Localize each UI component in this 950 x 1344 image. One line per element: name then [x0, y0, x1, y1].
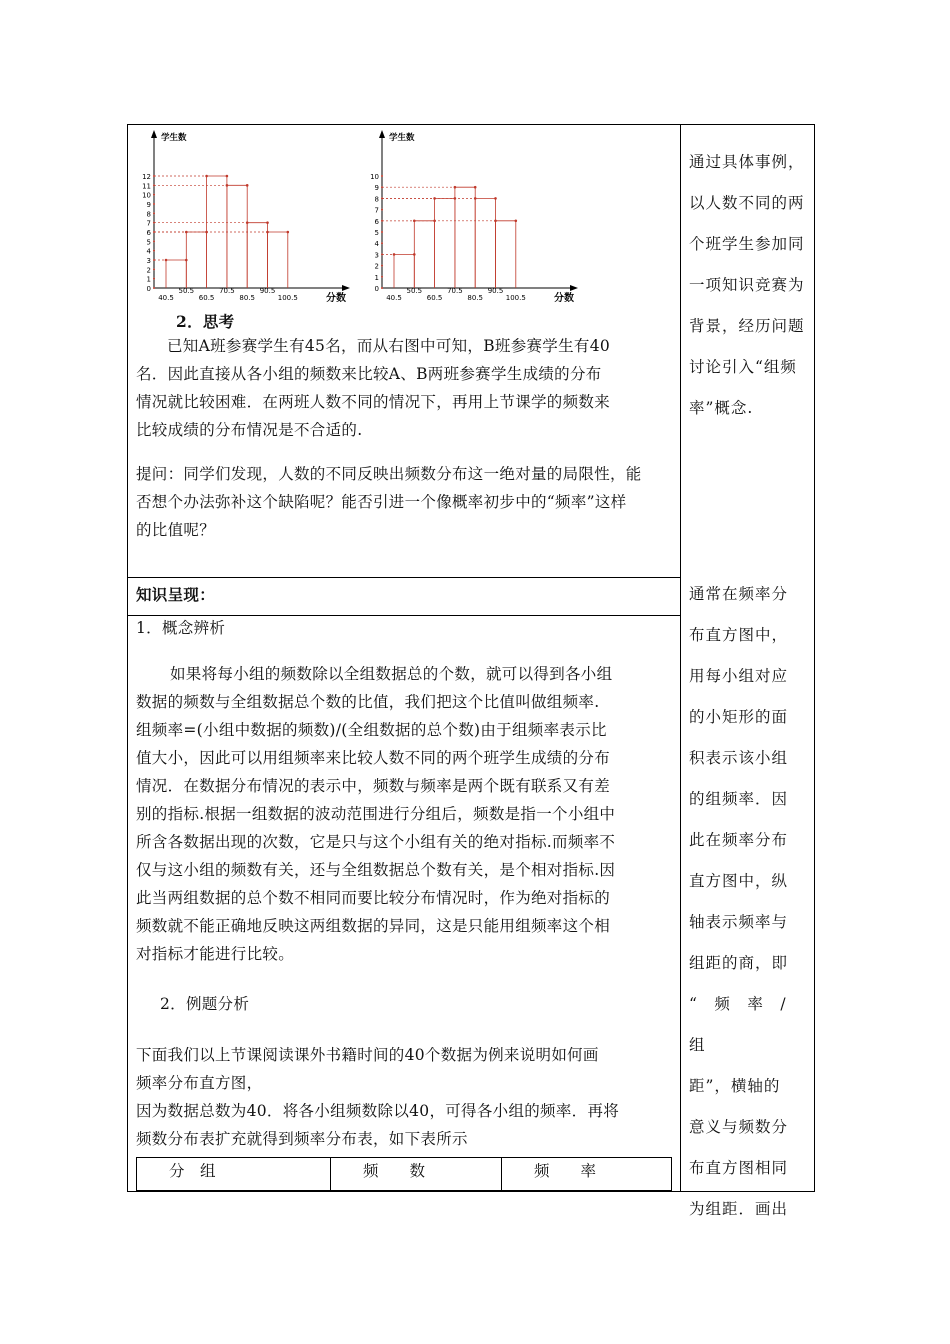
- x-tick-label: 40.5: [386, 294, 402, 302]
- frequency-table-header: [136, 1157, 672, 1191]
- y-tick-label: 0: [374, 285, 379, 293]
- y-tick-label: 4: [374, 240, 379, 249]
- bar-corner-point: [165, 259, 168, 262]
- side-note-line: 的组频率．因: [689, 790, 789, 808]
- side-note-line: 积表示该小组: [689, 749, 789, 767]
- concept-line: 此当两组数据的总个数不相同而要比较分布情况时，作为绝对指标的: [136, 889, 611, 907]
- concept-line: 数据的频数与全组数据总个数的比值，我们把这个比值叫做组频率.: [136, 693, 600, 711]
- x-axis-arrow: [570, 285, 578, 291]
- y-tick-label: 5: [146, 238, 151, 247]
- side-note-line: 通常在频率分: [689, 585, 789, 603]
- y-tick-mark: [381, 276, 383, 278]
- y-tick-label: 3: [146, 257, 151, 265]
- side-note-line: 的小矩形的面: [689, 708, 789, 726]
- y-tick-label: 7: [146, 219, 151, 228]
- y-tick-mark: [381, 231, 383, 233]
- question-line: 否想个办法弥补这个缺陷呢？能否引进一个像概率初步中的“频率”这样: [136, 493, 627, 511]
- side-note-line: 组距的商，即: [689, 954, 789, 972]
- concept-line: 值大小，因此可以用组频率来比较人数不同的两个班学生成绩的分布: [136, 749, 611, 767]
- x-tick-label: 100.5: [505, 294, 526, 302]
- y-tick-label: 8: [146, 210, 151, 219]
- side-note-line: 直方图中，纵: [689, 872, 789, 890]
- side-note-line: 为组距．画出: [689, 1200, 789, 1218]
- y-tick-mark: [381, 287, 383, 289]
- y-tick-mark: [381, 242, 383, 244]
- bar-corner-point: [226, 175, 229, 178]
- bar-corner-point: [205, 175, 208, 178]
- x-tick-label: 60.5: [198, 294, 215, 302]
- y-axis-label: 学生数: [161, 133, 187, 143]
- concept-paragraph: [136, 660, 676, 968]
- histogram-bar: [475, 198, 495, 288]
- bar-corner-point: [515, 220, 518, 223]
- y-tick-mark: [153, 212, 155, 214]
- side-note-2: [689, 574, 807, 1230]
- side-note-line: 背景，经历问题: [689, 317, 805, 335]
- concept-line: 如果将每小组的频数除以全组数据总的个数，就可以得到各小组: [170, 665, 613, 683]
- example-line: 下面我们以上节课阅读课外书籍时间的40个数据为例来说明如何画: [136, 1046, 599, 1064]
- question-line: 的比值呢？: [136, 521, 216, 539]
- bar-corner-point: [474, 186, 477, 189]
- knowledge-heading: 知识呈现：: [136, 585, 216, 604]
- bar-corner-point: [287, 231, 290, 234]
- y-tick-mark: [153, 268, 155, 270]
- y-tick-mark: [381, 175, 383, 177]
- side-note-1: [689, 142, 807, 429]
- histogram-bar: [455, 187, 475, 288]
- y-tick-label: 0: [146, 285, 151, 293]
- side-note-line: 率”概念.: [689, 399, 754, 417]
- y-tick-label: 4: [146, 247, 151, 256]
- concept-line: 别的指标.根据一组数据的波动范围进行分组后，频数是指一个小组中: [136, 805, 616, 823]
- question-line: 提问：同学们发现，人数的不同反映出频数分布这一绝对量的局限性，能: [136, 465, 642, 483]
- x-tick-label: 100.5: [277, 294, 298, 302]
- y-tick-label: 5: [374, 229, 379, 237]
- y-tick-mark: [381, 265, 383, 267]
- side-note-line: “ 频 率 / 组: [689, 995, 804, 1054]
- concept-line: 对指标才能进行比较。: [136, 945, 295, 963]
- bar-corner-point: [393, 253, 396, 256]
- x-tick-label: 90.5: [487, 287, 504, 295]
- histogram-bar: [166, 260, 186, 288]
- concept-title: 1．概念辨析: [136, 619, 226, 637]
- side-note-line: 以人数不同的两: [689, 194, 805, 212]
- histogram-bar: [394, 254, 414, 288]
- y-tick-label: 2: [146, 266, 151, 275]
- example-line: 频率分布直方图，: [136, 1074, 263, 1092]
- bar-corner-point: [494, 197, 497, 200]
- y-tick-label: 9: [146, 201, 151, 209]
- y-tick-mark: [153, 250, 155, 252]
- x-axis-label: 分数: [326, 293, 346, 304]
- column-divider: [680, 124, 681, 1192]
- y-tick-label: 1: [374, 273, 379, 282]
- side-note-line: 讨论引入“组频: [689, 358, 797, 376]
- histogram-bar: [247, 223, 267, 288]
- think-heading: 2．思考: [176, 312, 235, 331]
- histogram-class-b: [364, 126, 594, 306]
- x-tick-label: 80.5: [239, 294, 255, 302]
- y-tick-label: 8: [374, 195, 379, 204]
- side-note-line: 布直方图中，: [689, 626, 789, 644]
- concept-line: 组频率=(小组中数据的频数)/(全组数据的总个数)由于组频率表示比: [136, 721, 607, 739]
- y-tick-label: 11: [142, 182, 151, 191]
- bar-corner-point: [266, 221, 269, 224]
- side-note-line: 通过具体事例，: [689, 153, 805, 171]
- y-tick-mark: [153, 240, 155, 242]
- bar-corner-point: [246, 221, 249, 224]
- example-line: 因为数据总数为40．将各小组频数除以40，可得各小组的频率．再将: [136, 1102, 620, 1120]
- bar-corner-point: [454, 186, 457, 189]
- y-axis-arrow: [151, 130, 157, 138]
- x-axis-arrow: [342, 285, 350, 291]
- histogram-bar: [227, 185, 247, 288]
- bar-corner-point: [246, 184, 249, 187]
- y-tick-mark: [153, 278, 155, 280]
- concept-line: 所含各数据出现的次数，它是只与这个小组有关的绝对指标.而频率不: [136, 833, 616, 851]
- bar-corner-point: [474, 197, 477, 200]
- y-tick-label: 6: [374, 217, 379, 226]
- y-tick-label: 10: [370, 173, 379, 181]
- think-line: 比较成绩的分布情况是不合适的.: [136, 421, 363, 439]
- histogram-bar: [268, 232, 288, 288]
- side-note-line: 布直方图相同: [689, 1159, 789, 1177]
- histogram-bar: [435, 198, 455, 288]
- histogram-class-a: [136, 126, 366, 306]
- y-tick-mark: [153, 194, 155, 196]
- x-tick-label: 90.5: [259, 287, 276, 295]
- side-note-line: 个班学生参加同: [689, 235, 805, 253]
- y-tick-label: 1: [146, 275, 151, 284]
- row-divider-1: [127, 577, 681, 578]
- y-axis-label: 学生数: [389, 133, 415, 143]
- y-tick-mark: [153, 287, 155, 289]
- side-note-line: 一项知识竞赛为: [689, 276, 805, 294]
- header-group: 分 组: [169, 1162, 216, 1180]
- y-tick-label: 7: [374, 206, 379, 215]
- x-tick-label: 60.5: [426, 294, 443, 302]
- x-tick-label: 80.5: [467, 294, 483, 302]
- side-note-line: 轴表示频率与: [689, 913, 789, 931]
- y-tick-label: 10: [142, 191, 151, 200]
- think-line: 已知A班参赛学生有45名，而从右图中可知，B班参赛学生有40: [167, 337, 611, 355]
- y-tick-label: 9: [374, 184, 379, 193]
- bar-corner-point: [226, 184, 229, 187]
- question-paragraph: [136, 460, 676, 544]
- think-paragraph: [136, 332, 676, 444]
- y-tick-label: 2: [374, 262, 379, 271]
- think-line: 情况就比较困难．在两班人数不同的情况下，再用上节课学的频数来: [136, 393, 611, 411]
- example-line: 频数分布表扩充就得到频率分布表，如下表所示: [136, 1130, 468, 1148]
- histogram-bar: [186, 232, 206, 288]
- header-frequency-rate: 频 率: [501, 1158, 671, 1190]
- y-tick-label: 3: [374, 251, 379, 260]
- header-frequency-count: 频 数: [330, 1158, 501, 1190]
- example-paragraph: [136, 1041, 676, 1153]
- x-tick-label: 50.5: [178, 287, 195, 295]
- concept-line: 情况．在数据分布情况的表示中，频数与频率是两个既有联系又有差: [136, 777, 611, 795]
- y-tick-label: 6: [146, 229, 151, 237]
- bar-corner-point: [266, 231, 269, 234]
- example-title: 2．例题分析: [160, 995, 250, 1013]
- y-tick-label: 12: [142, 173, 151, 181]
- histogram-bar: [414, 221, 434, 288]
- x-axis-label: 分数: [554, 293, 574, 304]
- side-note-line: 用每小组对应: [689, 667, 789, 685]
- x-tick-label: 70.5: [219, 287, 235, 295]
- side-note-line: 距”，横轴的: [689, 1077, 781, 1095]
- think-line: 名．因此直接从各小组的频数来比较A、B两班参赛学生成绩的分布: [136, 365, 602, 383]
- x-tick-label: 50.5: [406, 287, 423, 295]
- bar-corner-point: [494, 220, 497, 223]
- x-tick-label: 70.5: [447, 287, 463, 295]
- y-axis-arrow: [379, 130, 385, 138]
- concept-line: 频数就不能正确地反映这两组数据的异同，这是只能用组频率这个相: [136, 917, 611, 935]
- side-note-line: 此在频率分布: [689, 831, 789, 849]
- x-tick-label: 40.5: [158, 294, 174, 302]
- histogram-bar: [496, 221, 516, 288]
- y-tick-mark: [381, 209, 383, 211]
- y-tick-mark: [153, 203, 155, 205]
- concept-line: 仅与这小组的频数有关，还与全组数据总个数有关，是个相对指标.因: [136, 861, 616, 879]
- side-note-line: 意义与频数分: [689, 1118, 789, 1136]
